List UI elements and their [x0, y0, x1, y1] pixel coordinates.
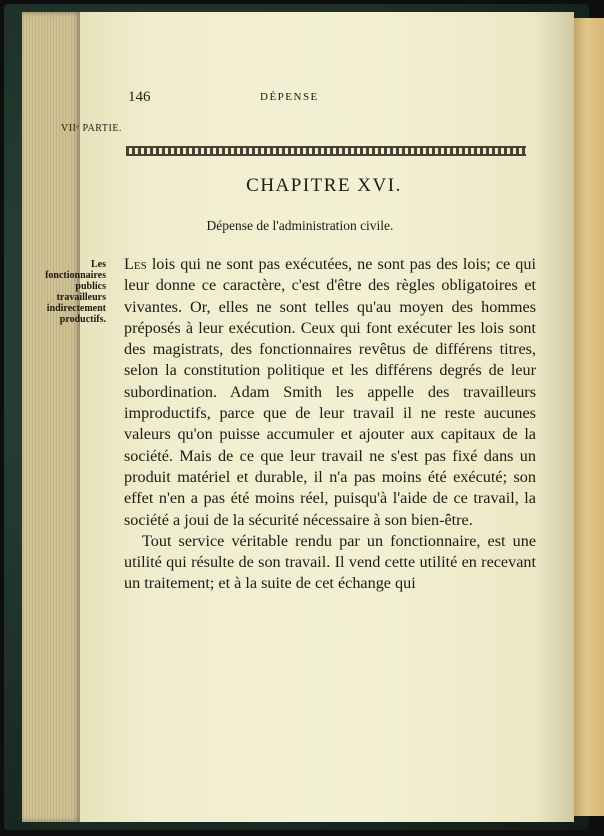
- chapter-title: CHAPITRE XVI.: [246, 175, 402, 196]
- paragraph: [124, 531, 536, 595]
- body-text: [124, 254, 536, 595]
- facing-page-edge: [574, 18, 604, 816]
- paragraph-text: lois qui ne sont pas exécutées, ne sont pas des lois; ce qui leur donne ce caractère, c'est d'être des règles obligatoires et vivantes. Or, elles ne sont telles qu'au moyen des hommes préposés à leur exécution. Ceux qui font exécuter les lois sont des magistrats, des fonctionnaires revêtus de différens titres, selon la constitution politique et les différens degrés de leur subordination. Adam Smith les appelle des travailleurs improductifs, parce que de leur travail il ne reste aucunes valeurs qu'on puisse accumuler et ajouter aux capitaux de la société. Mais de ce que leur travail ne s'est pas fixé dans un produit matériel et durable, il n'a pas moins été exécuté; son effet n'en a pas été moins réel, puisqu'à l'aide de ce travail, la société a joui de la sécurité nécessaire à son bien-être.: [124, 255, 536, 529]
- paragraph-text: Tout service véritable rendu par un fonctionnaire, est une utilité qui résulte de son travail. Il vend cette utilité en recevant un traitement; et à la suite de cet échange qui: [124, 531, 536, 593]
- chapter-subtitle: Dépense de l'administration civile.: [206, 218, 394, 233]
- paragraph: [124, 254, 536, 531]
- running-head: DÉPENSE: [260, 91, 319, 103]
- part-label: VIIᵉ PARTIE.: [61, 123, 122, 134]
- lead-word: Les: [124, 255, 147, 273]
- decorative-rule: [126, 146, 526, 156]
- page-number: 146: [128, 89, 151, 105]
- marginal-note: Les fonctionnaires publics travailleurs indirectement productifs.: [45, 259, 106, 325]
